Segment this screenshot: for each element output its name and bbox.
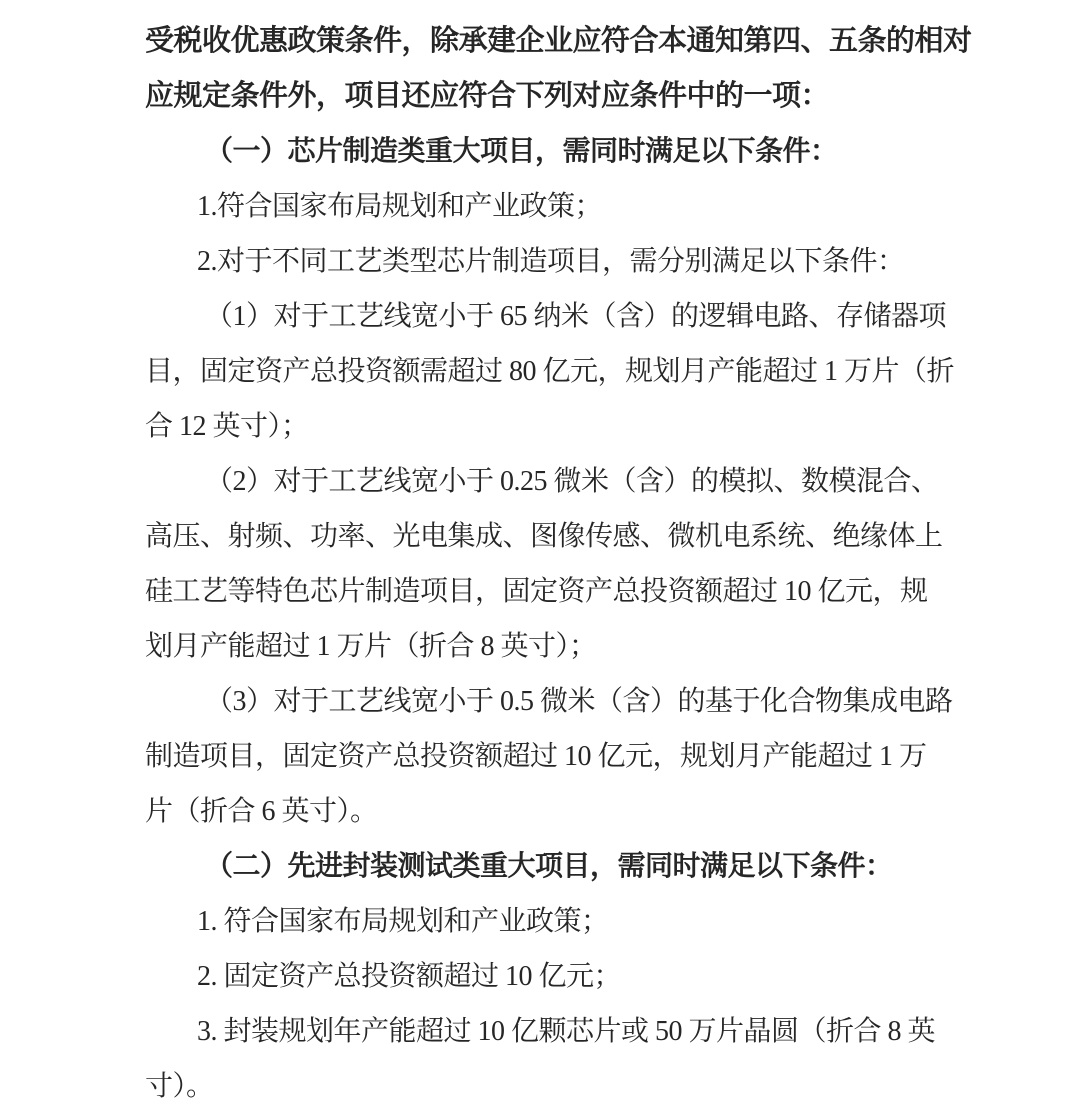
section-1-heading	[145, 124, 950, 179]
text-line: （1）对于工艺线宽小于 65 纳米（含）的逻辑电路、存储器项	[205, 301, 947, 332]
text-line: 3. 封装规划年产能超过 10 亿颗芯片或 50 万片晶圆（折合 8 英	[197, 1016, 936, 1047]
section-2-item-2	[145, 949, 950, 1004]
section-1-subitem-2	[145, 454, 950, 674]
text-line: 制造项目，固定资产总投资额超过 10 亿元，规划月产能超过 1 万	[145, 741, 927, 772]
text-line: 1.符合国家布局规划和产业政策；	[197, 191, 603, 222]
section-2-item-3	[145, 1004, 950, 1114]
text-line: 目，固定资产总投资额需超过 80 亿元，规划月产能超过 1 万片（折	[145, 356, 955, 387]
text-line: 划月产能超过 1 万片（折合 8 英寸）；	[145, 631, 597, 662]
section-1-item-2	[145, 234, 950, 289]
text-line: 寸）。	[145, 1071, 214, 1102]
section-2-item-1	[145, 894, 950, 949]
text-line: 合 12 英寸）；	[145, 411, 309, 442]
text-line: 片（折合 6 英寸）。	[145, 796, 378, 827]
document-body	[145, 14, 972, 1114]
text-line: 应规定条件外，项目还应符合下列对应条件中的一项：	[145, 80, 830, 112]
section-1-subitem-3	[145, 674, 953, 839]
text-line: 2. 固定资产总投资额超过 10 亿元；	[197, 961, 622, 992]
text-line: 硅工艺等特色芯片制造项目，固定资产总投资额超过 10 亿元，规	[145, 576, 928, 607]
text-line: 2.对于不同工艺类型芯片制造项目，需分别满足以下条件：	[197, 246, 905, 277]
text-line: （2）对于工艺线宽小于 0.25 微米（含）的模拟、数模混合、	[205, 466, 939, 497]
section-1-subitem-1	[145, 289, 955, 454]
intro-continuation-paragraph	[145, 14, 972, 124]
section-1-item-1	[145, 179, 950, 234]
text-line: 受税收优惠政策条件，除承建企业应符合本通知第四、五条的相对	[145, 25, 972, 57]
text-line: （3）对于工艺线宽小于 0.5 微米（含）的基于化合物集成电路	[205, 686, 953, 717]
text-line: （二）先进封装测试类重大项目，需同时满足以下条件：	[205, 851, 893, 882]
text-line: 高压、射频、功率、光电集成、图像传感、微机电系统、绝缘体上	[145, 521, 943, 552]
text-line: 1. 符合国家布局规划和产业政策；	[197, 906, 609, 937]
text-line: （一）芯片制造类重大项目，需同时满足以下条件：	[205, 136, 838, 167]
section-2-heading	[145, 839, 950, 894]
